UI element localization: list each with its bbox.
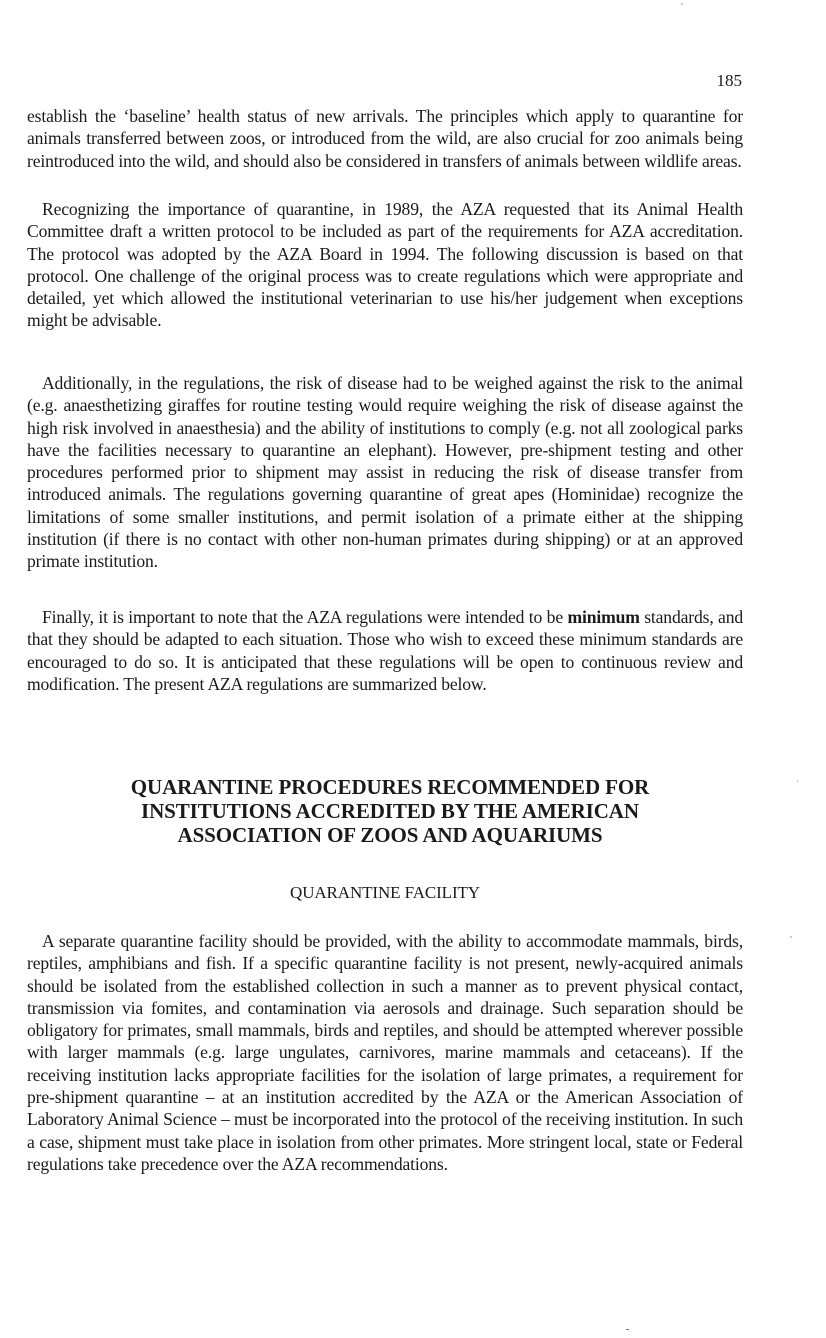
subsection-heading: QUARANTINE FACILITY <box>290 883 480 902</box>
scan-speck <box>797 780 798 782</box>
body-paragraph: Recognizing the importance of quarantine, in 1989, the AZA requested that its Animal Health Committee draft a written protocol to be included as part of the requirements for AZA accreditation. The protocol was adopted by the AZA Board in 1994. The following discussion is based on that protocol. One challenge of the original process was to create regulations which were appropriate and detailed, yet which allowed the institutional veterinarian to use his/her judgement when exceptions might be advisable. <box>27 199 743 331</box>
body-paragraph: Additionally, in the regulations, the risk of disease had to be weighed against the risk to the animal (e.g. anaesthetizing giraffes for routine testing would require weighing the risk of disease against the high risk involved in anaesthesia) and the ability of institutions to comply (e.g. not all zoological parks have the facilities necessary to quarantine an elephant). However, pre-shipment testing and other procedures performed prior to shipment may assist in reducing the risk of disease transfer from introduced animals. The regulations governing quarantine of great apes (Hominidae) recognize the limitations of some smaller institutions, and permit isolation of a primate either at the shipping institution (if there is no contact with other non-human primates during shipping) or at an approved primate institution. <box>27 373 743 572</box>
intro-paragraph-3-block <box>27 372 743 573</box>
page-number: 185 <box>716 71 742 90</box>
paragraph-text: Finally, it is important to note that the AZA regulations were intended to be <box>42 607 568 627</box>
scan-speck <box>626 1329 629 1330</box>
scan-speck <box>681 3 683 5</box>
section-heading-line: INSTITUTIONS ACCREDITED BY THE AMERICAN <box>141 799 639 823</box>
body-paragraph: establish the ‘baseline’ health status of new arrivals. The principles which apply to quarantine for animals transferred between zoos, or introduced from the wild, are also crucial for zoo animals being reintroduced into the wild, and should also be considered in transfers of animals between wildlife areas. <box>27 106 743 171</box>
intro-paragraph-2-block <box>27 198 743 332</box>
scan-speck <box>790 936 792 938</box>
intro-paragraph-4-block <box>27 606 743 695</box>
body-paragraph <box>27 606 743 695</box>
emphasis-minimum: minimum <box>567 607 640 627</box>
section-heading <box>60 775 720 847</box>
section-paragraph-block <box>27 930 743 1175</box>
body-paragraph: A separate quarantine facility should be provided, with the ability to accommodate mammals, birds, reptiles, amphibians and fish. If a specific quarantine facility is not present, newly-acquired animals should be isolated from the established collection in such a manner as to prevent physical contact, transmission via fomites, and contamination via aerosols and drainage. Such separation should be obligatory for primates, small mammals, birds and reptiles, and should be attempted wherever possible with larger mammals (e.g. large ungulates, carnivores, marine mammals and cetaceans). If the receiving institution lacks appropriate facilities for the isolation of large primates, a requirement for pre-shipment quarantine – at an institution accredited by the AZA or the American Association of Laboratory Animal Science – must be incorporated into the protocol of the receiving institution. In such a case, shipment must take place in isolation from other primates. More stringent local, state or Federal regulations take precedence over the AZA recommendations. <box>27 931 743 1174</box>
section-heading-line: QUARANTINE PROCEDURES RECOMMENDED FOR <box>130 775 650 799</box>
intro-paragraph-1-block <box>27 105 743 172</box>
section-heading-line: ASSOCIATION OF ZOOS AND AQUARIUMS <box>177 823 603 847</box>
paragraph-text: standards, and that they should be adapted to each situation. Those who wish to exceed these minimum standards are encouraged to do so. It is anticipated that these regulations will be open to continuous review and modification. The present AZA regulations are summarized below. <box>27 607 743 694</box>
